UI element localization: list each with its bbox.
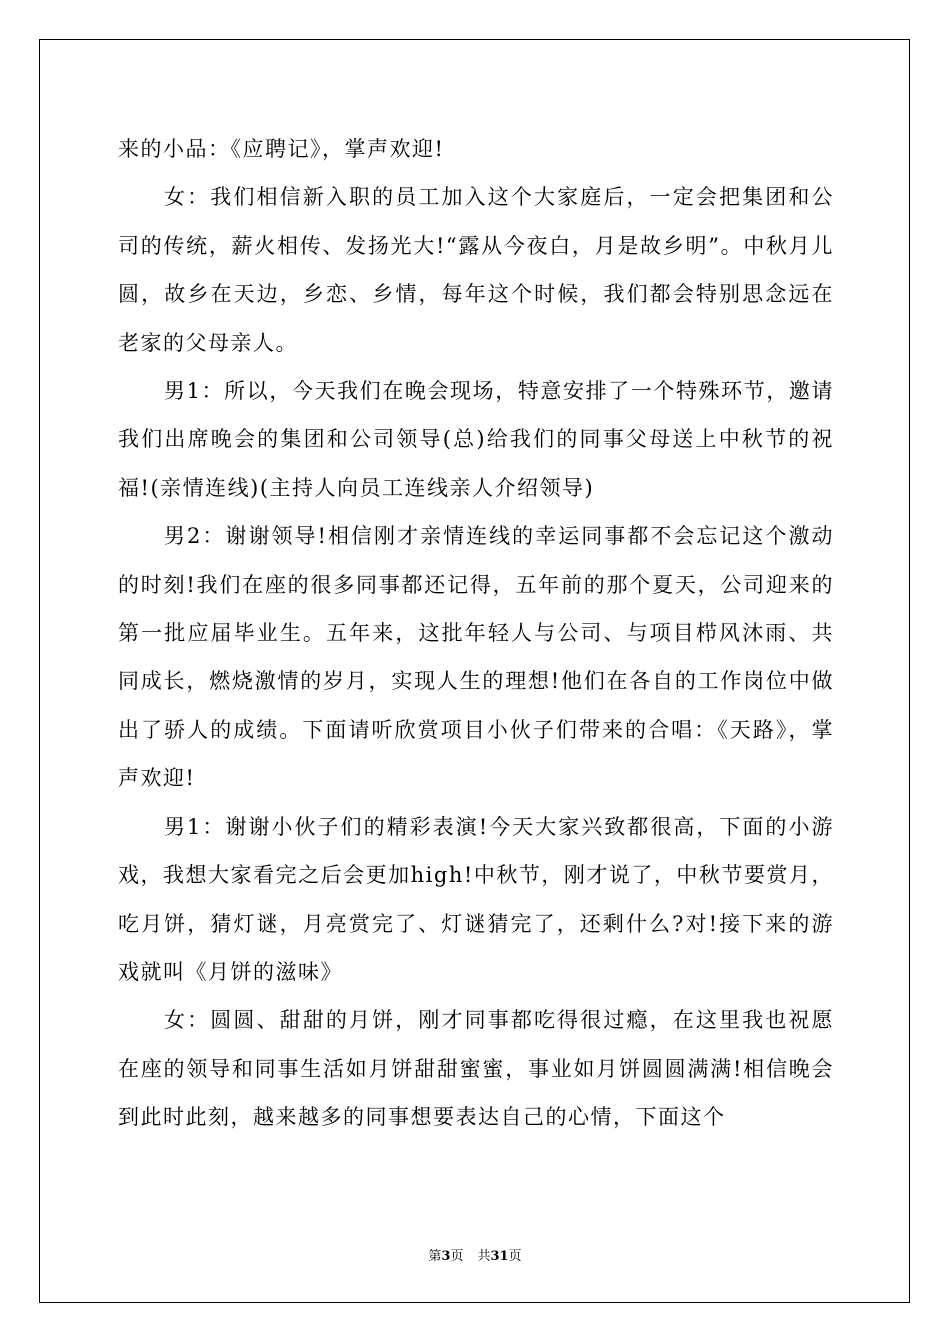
paragraph-female-host: 女：我们相信新入职的员工加入这个大家庭后，一定会把集团和公司的传统，薪火相传、发扬光大!“露从今夜白，月是故乡明”。中秋月儿圆，故乡在天边，乡恋、乡情，每年这个时候，我们都会特别思念远在老家的父母亲人。 (118, 185, 834, 355)
document-body (118, 125, 834, 1142)
paragraph-female-host-mooncake: 女：圆圆、甜甜的月饼，刚才同事都吃得很过瘾，在这里我也祝愿在座的领导和同事生活如月饼甜甜蜜蜜，事业如月饼圆圆满满!相信晚会到此时此刻，越来越多的同事想要表达自己的心情，下面这个 (118, 1008, 834, 1130)
page-number: 3 (441, 1249, 451, 1264)
total-unit: 页 (508, 1249, 522, 1264)
total-pages: 31 (490, 1249, 509, 1264)
page-unit: 页 (450, 1249, 464, 1264)
paragraph-male-host-2: 男2：谢谢领导!相信刚才亲情连线的幸运同事都不会忘记这个激动的时刻!我们在座的很多同事都还记得，五年前的那个夏天，公司迎来的第一批应届毕业生。五年来，这批年轻人与公司、与项目栉风沐雨、共同成长，燃烧激情的岁月，实现人生的理想!他们在各自的工作岗位中做出了骄人的成绩。下面请听欣赏项目小伙子们带来的合唱：《天路》，掌声欢迎! (118, 524, 834, 791)
paragraph-male-host-1-game: 男1：谢谢小伙子们的精彩表演!今天大家兴致都很高，下面的小游戏，我想大家看完之后会更加high!中秋节，刚才说了，中秋节要赏月，吃月饼，猜灯谜，月亮赏完了、灯谜猜完了，还剩什么?对!接下来的游戏就叫《月饼的滋味》 (118, 814, 834, 984)
total-prefix: 共 (477, 1249, 491, 1264)
paragraph-continuation: 来的小品：《应聘记》，掌声欢迎! (118, 137, 445, 161)
paragraph-male-host-1: 男1：所以，今天我们在晚会现场，特意安排了一个特殊环节，邀请我们出席晚会的集团和公司领导(总)给我们的同事父母送上中秋节的祝福!(亲情连线)(主持人向员工连线亲人介绍领导) (118, 379, 834, 500)
page-prefix: 第 (428, 1249, 442, 1264)
page-footer (0, 1248, 950, 1266)
